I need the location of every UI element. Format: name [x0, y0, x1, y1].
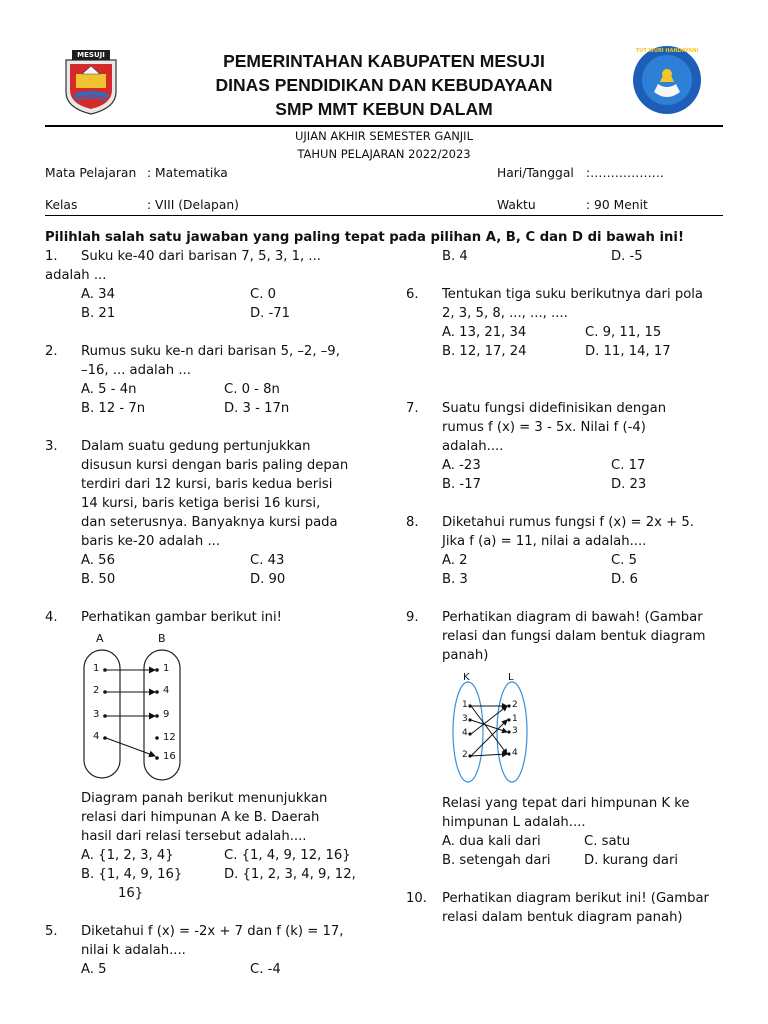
question-text: relasi dalam bentuk diagram panah) — [442, 910, 683, 925]
question-text: adalah ... — [45, 268, 107, 283]
question-text: 2, 3, 5, 8, ..., ..., .... — [442, 306, 568, 321]
option-c: C. {1, 4, 9, 12, 16} — [224, 848, 351, 863]
subject-value: : Matematika — [147, 166, 228, 180]
question-text: dan seterusnya. Banyaknya kursi pada — [81, 515, 338, 530]
codomain-element: 3 — [512, 726, 518, 736]
codomain-element: 4 — [512, 748, 518, 758]
option-a: A. 5 - 4n — [81, 382, 137, 397]
exam-year: TAHUN PELAJARAN 2022/2023 — [297, 147, 471, 161]
question-text: 14 kursi, baris ketiga berisi 16 kursi, — [81, 496, 321, 511]
set-a-label: A — [96, 632, 104, 645]
codomain-element: 4 — [163, 685, 170, 696]
question-text: Jika f (a) = 11, nilai a adalah.... — [442, 534, 647, 549]
day-value: :……………… — [586, 166, 664, 180]
subject-label: Mata Pelajaran — [45, 166, 137, 180]
option-a: A. 34 — [81, 287, 115, 302]
option-d: D. 90 — [250, 572, 286, 587]
option-b: B. 12 - 7n — [81, 401, 146, 416]
question-number: 10. — [406, 891, 427, 906]
option-d: D. 23 — [611, 477, 647, 492]
option-b: B. 4 — [442, 249, 468, 264]
option-a: A. {1, 2, 3, 4} — [81, 848, 174, 863]
domain-element: 4 — [93, 731, 100, 742]
question-number: 3. — [45, 439, 58, 454]
option-d: D. 3 - 17n — [224, 401, 290, 416]
question-text: himpunan L adalah.... — [442, 815, 586, 830]
header-line-2: DINAS PENDIDIKAN DAN KEBUDAYAAN — [215, 75, 553, 95]
question-text: disusun kursi dengan baris paling depan — [81, 458, 349, 473]
question-text: Rumus suku ke-n dari barisan 5, –2, –9, — [81, 344, 340, 359]
option-d: D. kurang dari — [584, 853, 679, 868]
domain-element: 3 — [93, 709, 100, 720]
codomain-element: 2 — [512, 700, 518, 710]
question-text: relasi dari himpunan A ke B. Daerah — [81, 810, 320, 825]
question-text: hasil dari relasi tersebut adalah.... — [81, 829, 307, 844]
option-a: A. 13, 21, 34 — [442, 325, 527, 340]
arrow-diagram-k-l — [446, 670, 542, 786]
domain-element: 1 — [93, 663, 100, 674]
question-number: 4. — [45, 610, 58, 625]
option-b: B. -17 — [442, 477, 481, 492]
option-b: B. 50 — [81, 572, 116, 587]
domain-element: 2 — [462, 750, 468, 760]
option-c: C. 0 - 8n — [224, 382, 280, 397]
question-number: 6. — [406, 287, 419, 302]
option-d: D. -71 — [250, 306, 291, 321]
instruction: Pilihlah salah satu jawaban yang paling tepat pada pilihan A, B, C dan D di bawah ini! — [45, 230, 684, 245]
question-text: panah) — [442, 648, 489, 663]
class-label: Kelas — [45, 198, 78, 212]
question-text: Dalam suatu gedung pertunjukkan — [81, 439, 311, 454]
option-d-continued: 16} — [118, 886, 144, 901]
option-a: A. dua kali dari — [442, 834, 541, 849]
domain-element: 1 — [462, 700, 468, 710]
question-text: Suku ke-40 dari barisan 7, 5, 3, 1, ... — [81, 249, 321, 264]
question-text: adalah.... — [442, 439, 504, 454]
class-value: : VIII (Delapan) — [147, 198, 239, 212]
codomain-element: 16 — [163, 751, 176, 762]
question-number: 9. — [406, 610, 419, 625]
time-label: Waktu — [497, 198, 536, 212]
question-text: Perhatikan gambar berikut ini! — [81, 610, 282, 625]
question-text: rumus f (x) = 3 - 5x. Nilai f (-4) — [442, 420, 646, 435]
question-number: 1. — [45, 249, 58, 264]
question-text: terdiri dari 12 kursi, baris kedua berisi — [81, 477, 333, 492]
option-d: D. 11, 14, 17 — [585, 344, 671, 359]
domain-element: 4 — [462, 728, 468, 738]
option-a: A. 56 — [81, 553, 115, 568]
header-line-1: PEMERINTAHAN KABUPATEN MESUJI — [223, 51, 545, 71]
question-text: Suatu fungsi didefinisikan dengan — [442, 401, 667, 416]
question-number: 8. — [406, 515, 419, 530]
option-b: B. {1, 4, 9, 16} — [81, 867, 183, 882]
option-c: C. 0 — [250, 287, 276, 302]
option-c: C. 5 — [611, 553, 637, 568]
question-text: Diketahui f (x) = -2x + 7 dan f (k) = 17, — [81, 924, 344, 939]
option-b: B. 12, 17, 24 — [442, 344, 527, 359]
question-text: Diagram panah berikut menunjukkan — [81, 791, 328, 806]
header-rule — [45, 125, 723, 127]
domain-element: 2 — [93, 685, 100, 696]
option-a: A. -23 — [442, 458, 481, 473]
option-c: C. 9, 11, 15 — [585, 325, 662, 340]
exam-title: UJIAN AKHIR SEMESTER GANJIL — [295, 129, 473, 143]
question-text: Relasi yang tepat dari himpunan K ke — [442, 796, 690, 811]
question-text: Tentukan tiga suku berikutnya dari pola — [442, 287, 704, 302]
question-number: 2. — [45, 344, 58, 359]
meta-rule — [45, 215, 723, 216]
option-c: C. -4 — [250, 962, 281, 977]
time-value: : 90 Menit — [586, 198, 648, 212]
question-text: –16, ... adalah ... — [81, 363, 191, 378]
question-text: Diketahui rumus fungsi f (x) = 2x + 5. — [442, 515, 694, 530]
option-c: C. 17 — [611, 458, 646, 473]
option-b: B. 21 — [81, 306, 116, 321]
codomain-element: 12 — [163, 732, 176, 743]
question-text: Perhatikan diagram di bawah! (Gambar — [442, 610, 703, 625]
codomain-element: 1 — [163, 663, 170, 674]
codomain-element: 1 — [512, 714, 518, 724]
option-b: B. setengah dari — [442, 853, 551, 868]
option-d: D. 6 — [611, 572, 638, 587]
domain-element: 3 — [462, 714, 468, 724]
day-label: Hari/Tanggal — [497, 166, 574, 180]
option-d: D. -5 — [611, 249, 643, 264]
question-text: relasi dan fungsi dalam bentuk diagram — [442, 629, 706, 644]
question-text: Perhatikan diagram berikut ini! (Gambar — [442, 891, 709, 906]
option-c: C. 43 — [250, 553, 285, 568]
set-k-label: K — [463, 672, 470, 683]
option-a: A. 5 — [81, 962, 107, 977]
option-a: A. 2 — [442, 553, 468, 568]
option-c: C. satu — [584, 834, 631, 849]
question-text: nilai k adalah.... — [81, 943, 186, 958]
question-text: baris ke-20 adalah ... — [81, 534, 221, 549]
regency-logo-text: MESUJI — [77, 51, 105, 59]
header-line-3: SMP MMT KEBUN DALAM — [275, 99, 493, 119]
set-l-label: L — [508, 672, 514, 683]
question-number: 7. — [406, 401, 419, 416]
question-number: 5. — [45, 924, 58, 939]
option-d: D. {1, 2, 3, 4, 9, 12, — [224, 867, 356, 882]
option-b: B. 3 — [442, 572, 468, 587]
arrow-diagram-a-b — [78, 632, 188, 782]
codomain-element: 9 — [163, 709, 170, 720]
set-b-label: B — [158, 632, 166, 645]
tut-wuri-logo-text: TUT WURI HANDAYANI — [635, 48, 699, 54]
